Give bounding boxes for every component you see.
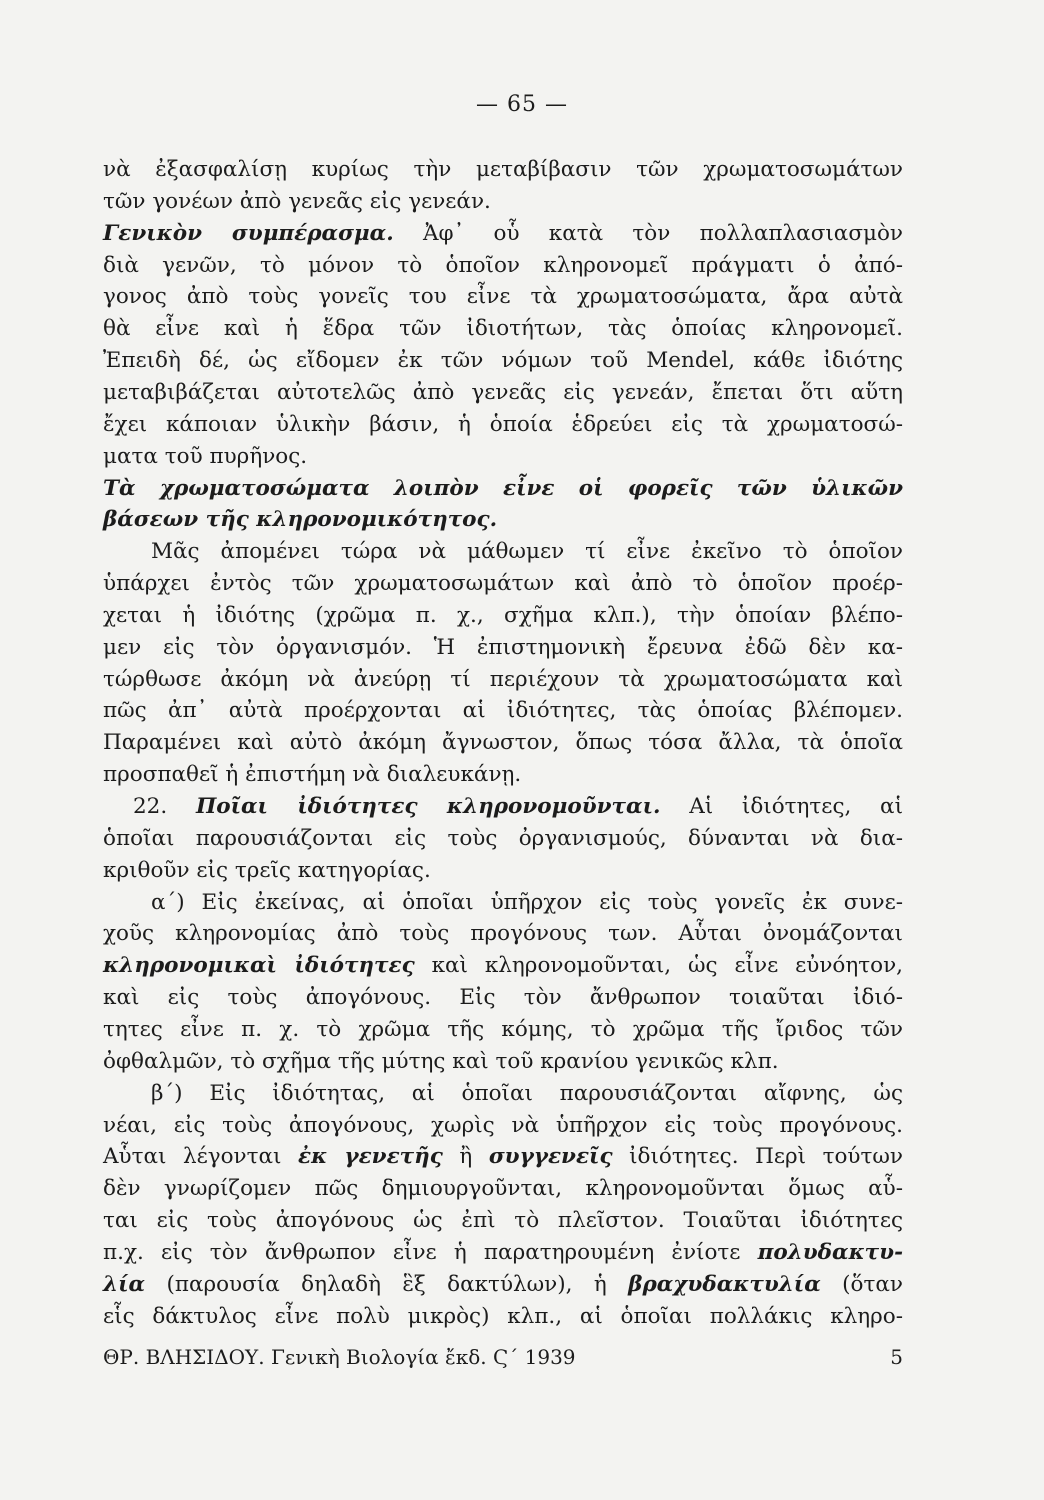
footer [103,1344,903,1370]
text-run: προσπαθεῖ ἡ ἐπιστήμη νὰ διαλευκάνῃ. [103,762,522,787]
text-line [103,253,903,279]
text-line [103,1272,903,1298]
text-line [103,412,903,438]
emphasis-text: βραχυδακτυλία [628,1272,821,1297]
text-line [151,890,903,916]
text-line [103,730,903,756]
text-run: ὀφθαλμῶν, τὸ σχῆμα τῆς μύτης καὶ τοῦ κρανίου γενικῶς κλπ. [103,1049,779,1074]
emphasis-text: Γενικὸν συμπέρασμα. [103,221,394,246]
text-line [103,1017,903,1043]
text-line [103,1240,903,1266]
text-line [103,858,903,884]
text-line [103,189,903,215]
text-run: ἔχει κάποιαν ὑλικὴν βάσιν, ἡ ὁποία ἑδρεύει εἰς τὰ χρωματοσώ- [103,412,903,437]
text-line [103,921,903,947]
text-line [103,221,903,247]
emphasis-text: Ποῖαι ἰδιότητες κληρονομοῦνται. [195,794,661,819]
text-line [103,1304,903,1330]
text-run: μεν εἰς τὸν ὀργανισμόν. Ἡ ἐπιστημονικὴ ἔρευνα ἐδῶ δὲν κα- [103,635,903,660]
text-run: τῶν γονέων ἀπὸ γενεᾶς εἰς γενεάν. [103,189,491,214]
text-run: Αἱ ἰδιότητες, αἱ [660,794,904,819]
text-line [103,985,903,1011]
emphasis-text: κληρονομικαὶ ἰδιότητες [103,953,415,978]
text-run: Μᾶς ἀπομένει τώρα νὰ μάθωμεν τί εἶνε ἐκεῖνο τὸ ὁποῖον [151,539,903,564]
text-run: εἷς δάκτυλος εἶνε πολὺ μικρὸς) κλπ., αἱ ὁποῖαι πολλάκις κληρο- [103,1304,903,1329]
text-line [151,1081,903,1107]
text-run: δὲν γνωρίζομεν πῶς δημιουργοῦνται, κληρονομοῦνται ὅμως αὗ- [103,1176,903,1201]
text-line [103,953,903,979]
text-run: Ἐπειδὴ δέ, ὡς εἴδομεν ἐκ τῶν νόμων τοῦ Mendel, κάθε ἰδιότης [103,348,903,373]
text-line [103,1208,903,1234]
text-line [103,284,903,310]
text-line [133,794,903,820]
emphasis-text: ἐκ γενετῆς [298,1144,443,1169]
text-line [103,571,903,597]
text-line [103,1176,903,1202]
text-line [103,476,903,502]
text-run: μεταβιβάζεται αὐτοτελῶς ἀπὸ γενεᾶς εἰς γενεάν, ἔπεται ὅτι αὕτη [103,380,903,405]
text-run: τητες εἶνε π. χ. τὸ χρῶμα τῆς κόμης, τὸ χρῶμα τῆς ἴριδος τῶν [103,1017,903,1042]
text-run: διὰ γενῶν, τὸ μόνον τὸ ὁποῖον κληρονομεῖ πράγματι ὁ ἀπό- [103,253,903,278]
text-run: χοῦς κληρονομίας ἀπὸ τοὺς προγόνους των. Αὗται ὀνομάζονται [103,921,903,946]
text-line [103,316,903,342]
text-run: χεται ἡ ἰδιότης (χρῶμα π. χ., σχῆμα κλπ.), τὴν ὁποίαν βλέπο- [103,603,903,628]
text-line [103,507,903,533]
text-run: ὑπάρχει ἐντὸς τῶν χρωματοσωμάτων καὶ ἀπὸ τὸ ὁποῖον προέρ- [103,571,903,596]
text-run: θὰ εἶνε καὶ ἡ ἕδρα τῶν ἰδιοτήτων, τὰς ὁποίας κληρονομεῖ. [103,316,903,341]
text-line [103,1144,903,1170]
text-line [103,635,903,661]
text-line [151,539,903,565]
text-line [103,348,903,374]
text-run: καὶ εἰς τοὺς ἀπογόνους. Εἰς τὸν ἄνθρωπον τοιαῦται ἰδιό- [103,985,903,1010]
text-line [103,667,903,693]
text-run: ἢ [442,1144,489,1169]
text-line [103,603,903,629]
text-run: νέαι, εἰς τοὺς ἀπογόνους, χωρὶς νὰ ὑπῆρχον εἰς τοὺς προγόνους. [103,1113,903,1138]
text-run: καὶ κληρονομοῦνται, ὡς εἶνε εὐνόητον, [414,953,904,978]
emphasis-text: λία [103,1272,146,1297]
footer-text: ΘΡ. ΒΛΗΣΙΔΟΥ. Γενικὴ Βιολογία ἔκδ. Ϛ΄ 1939 [103,1345,576,1369]
text-run: νὰ ἐξασφαλίσῃ κυρίως τὴν μεταβίβασιν τῶν χρωματοσωμάτων [103,157,903,182]
text-run: ἰδιότητες. Περὶ τούτων [612,1144,903,1169]
text-run: πῶς ἀπ᾽ αὐτὰ προέρχονται αἱ ἰδιότητες, τὰς ὁποίας βλέπομεν. [103,698,903,723]
text-run: (ὅταν [820,1272,903,1297]
text-run: π.χ. εἰς τὸν ἄνθρωπον εἶνε ἡ παρατηρουμένη ἐνίοτε [103,1240,758,1265]
emphasis-text: πολυδακτυ- [757,1240,903,1265]
signature-number: 5 [890,1345,903,1369]
text-run: ὁποῖαι παρουσιάζονται εἰς τοὺς ὀργανισμούς, δύνανται νὰ δια- [103,826,903,851]
text-line [103,380,903,406]
text-run: 22. [133,794,196,819]
text-line [103,1113,903,1139]
emphasis-text: βάσεων τῆς κληρονομικότητος. [103,507,498,532]
text-run: ματα τοῦ πυρῆνος. [103,444,308,469]
text-run: γονος ἀπὸ τοὺς γονεῖς του εἶνε τὰ χρωματοσώματα, ἄρα αὐτὰ [103,284,903,309]
page-number: — 65 — [476,92,568,117]
text-run: (παρουσία δηλαδὴ ἓξ δακτύλων), ἡ [145,1272,629,1297]
emphasis-text: Τὰ χρωματοσώματα λοιπὸν εἶνε οἱ φορεῖς τῶν ὑλικῶν [103,476,903,501]
text-run: Παραμένει καὶ αὐτὸ ἀκόμη ἄγνωστον, ὅπως τόσα ἄλλα, τὰ ὁποῖα [103,730,903,755]
text-line [103,1049,903,1075]
text-line [103,762,903,788]
text-run: ται εἰς τοὺς ἀπογόνους ὡς ἐπὶ τὸ πλεῖστον. Τοιαῦται ἰδιότητες [103,1208,903,1233]
text-run: τώρθωσε ἀκόμη νὰ ἀνεύρῃ τί περιέχουν τὰ χρωματοσώματα καὶ [103,667,903,692]
text-run: α΄) Εἰς ἐκείνας, αἱ ὁποῖαι ὑπῆρχον εἰς τοὺς γονεῖς ἐκ συνε- [151,890,903,915]
text-line [103,698,903,724]
text-run: κριθοῦν εἰς τρεῖς κατηγορίας. [103,858,431,883]
emphasis-text: συγγενεῖς [488,1144,613,1169]
text-run: Ἀφ᾽ οὗ κατὰ τὸν πολλαπλασιασμὸν [393,221,903,246]
text-line [103,157,903,183]
text-run: Αὗται λέγονται [103,1144,299,1169]
text-line [103,444,903,470]
text-run: β΄) Εἰς ἰδιότητας, αἱ ὁποῖαι παρουσιάζονται αἴφνης, ὡς [151,1081,903,1106]
text-line [103,826,903,852]
